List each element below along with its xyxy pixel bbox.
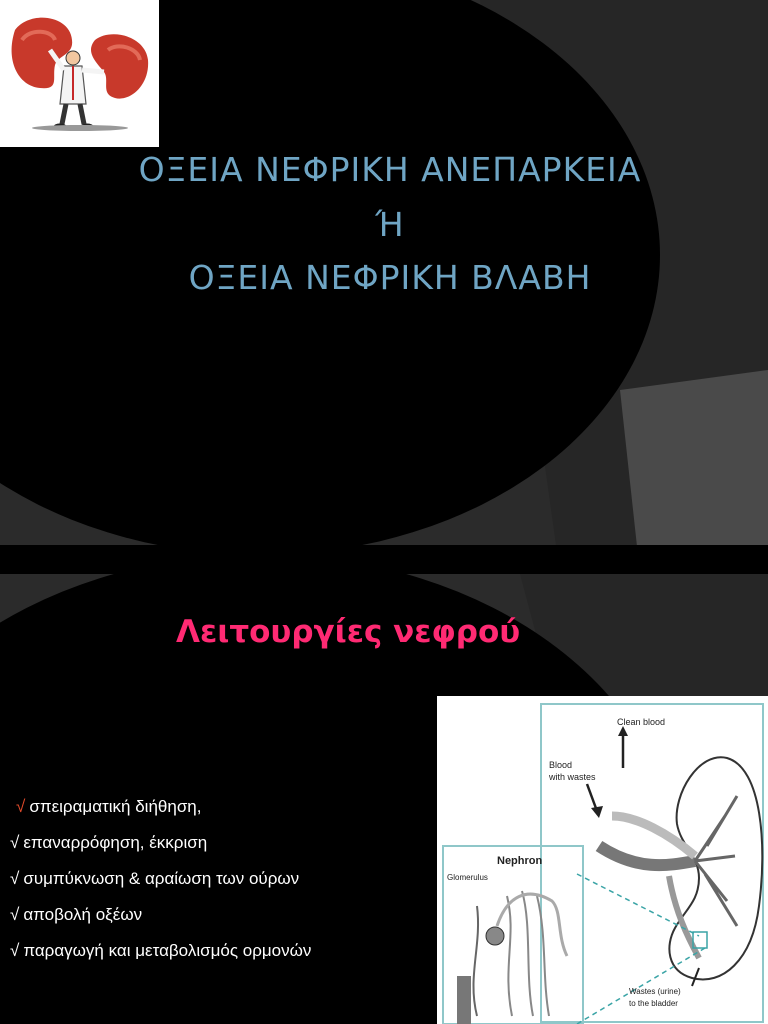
- check-icon: √: [16, 797, 26, 816]
- label-with-wastes: with wastes: [549, 772, 596, 782]
- function-list: [10, 789, 311, 969]
- check-icon: √: [10, 905, 20, 924]
- list-item: √ επαναρρόφηση, έκκριση: [10, 833, 208, 852]
- check-icon: √: [10, 941, 20, 960]
- check-icon: √: [10, 869, 20, 888]
- label-wastes-urine: Wastes (urine): [629, 987, 681, 996]
- list-item: √ αποβολή οξέων: [10, 905, 143, 924]
- list-item: √ συμπύκνωση & αραίωση των ούρων: [10, 869, 300, 888]
- title-line-2: Ή: [375, 205, 405, 244]
- list-item: √ παραγωγή και μεταβολισμός ορμονών: [10, 941, 312, 960]
- kidney-functions-slide: [0, 574, 768, 1024]
- label-clean-blood: Clean blood: [617, 717, 666, 727]
- slide-heading: Λειτουργίες νεφρού: [176, 614, 521, 650]
- check-icon: √: [10, 833, 20, 852]
- list-item: √ σπειραματική διήθηση,: [16, 797, 202, 816]
- label-nephron: Nephron: [497, 855, 543, 867]
- label-blood: Blood: [549, 760, 573, 770]
- label-glomerulus: Glomerulus: [447, 873, 488, 882]
- title-line-3: ΟΞΕΙΑ ΝΕΦΡΙΚΗ ΒΛΑΒΗ: [188, 258, 592, 297]
- doctor-with-kidneys-icon: [0, 0, 159, 147]
- kidney-nephron-diagram: [437, 696, 768, 1024]
- label-to-bladder: to the bladder: [629, 999, 678, 1008]
- title-line-1: ΟΞΕΙΑ ΝΕΦΡΙΚΗ ΑΝΕΠΑΡΚΕΙΑ: [138, 150, 642, 189]
